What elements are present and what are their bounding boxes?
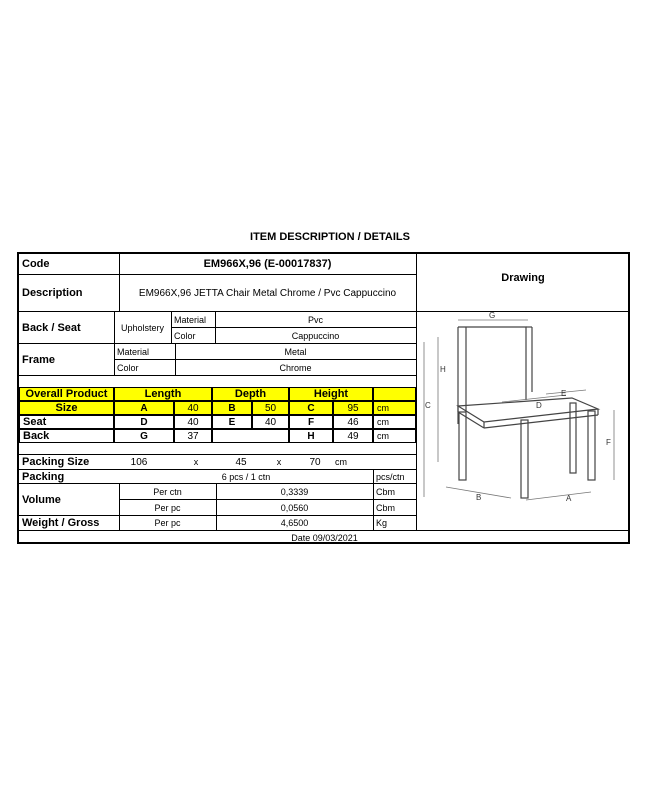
height-header: Height [289,387,373,401]
bs-color-value: Cappuccino [291,330,340,341]
code-value: EM966X,96 (E-00017837) [203,258,332,270]
weight-per-pc-label: Per pc [154,518,181,528]
size-unit: cm [373,401,416,415]
seat-label: Seat [19,415,114,429]
packing-size-unit: cm [335,457,347,467]
volume-label: Volume [22,493,61,506]
frame-label: Frame [22,353,56,366]
size-length-value: 40 [174,401,212,415]
description-label: Description [22,287,83,299]
seat-height-value: 46 [333,415,373,429]
back-height-value: 49 [333,429,373,443]
back-length-value: 37 [174,429,212,443]
dim-label-c: C [425,401,431,410]
size-depth-key: B [212,401,252,415]
back-label: Back [19,429,114,443]
page-title: ITEM DESCRIPTION / DETAILS [250,231,410,243]
weight-label: Weight / Gross [22,517,100,529]
packing-value: 6 pcs / 1 ctn [221,471,271,482]
depth-header: Depth [212,387,289,401]
size-height-key: C [289,401,333,415]
seat-length-value: 40 [174,415,212,429]
back-seat-label: Back / Seat [22,321,81,334]
seat-depth-value: 40 [252,415,289,429]
packing-label: Packing [22,470,65,483]
length-header: Length [114,387,212,401]
seat-depth-key: E [212,415,252,429]
packing-size-label: Packing Size [22,456,90,468]
bs-color-label: Color [174,330,196,341]
seat-height-key: F [289,415,333,429]
overall-product-label: Overall Product [19,387,114,401]
weight-unit: Kg [376,518,388,528]
upholstery-label: Upholstery [120,322,165,333]
date-label: Date 09/03/2021 [291,532,358,543]
frame-color-label: Color [117,362,139,373]
divider [19,375,416,376]
frame-color-value: Chrome [279,362,312,373]
back-depth-empty [212,429,289,443]
bs-material-label: Material [174,314,207,325]
code-label: Code [22,258,50,270]
packing-size-v2: 45 [235,456,247,468]
seat-unit: cm [373,415,416,429]
back-height-key: H [289,429,333,443]
volume-per-ctn-unit: Cbm [376,486,396,497]
divider [114,359,416,360]
back-unit: cm [373,429,416,443]
size-label: Size [19,401,114,415]
description-value: EM966X,96 JETTA Chair Metal Chrome / Pvc Cappuccino [138,287,397,299]
volume-per-pc-label: Per pc [154,502,181,513]
weight-value: 4,6500 [280,518,309,528]
dim-label-d: D [536,401,542,410]
frame-material-value: Metal [284,346,307,357]
size-height-value: 95 [333,401,373,415]
dim-label-g: G [489,311,496,320]
volume-per-ctn-label: Per ctn [153,486,182,497]
dim-label-h: H [440,365,446,374]
back-length-key: G [114,429,174,443]
dim-label-b: B [476,493,482,502]
dim-label-f: F [606,438,611,447]
unit-header [373,387,416,401]
volume-per-pc-value: 0,0560 [280,502,309,513]
packing-size-x1: x [193,457,199,467]
packing-size-x2: x [276,457,282,467]
dim-label-e: E [561,389,567,398]
size-depth-value: 50 [252,401,289,415]
chair-frame [458,327,598,498]
chair-drawing [416,302,628,522]
frame-material-label: Material [117,346,150,357]
size-length-key: A [114,401,174,415]
volume-per-ctn-value: 0,3339 [280,486,309,497]
drawing-label: Drawing [501,272,545,284]
packing-unit: pcs/ctn [376,471,405,482]
bs-material-value: Pvc [307,314,323,325]
seat-length-key: D [114,415,174,429]
dim-label-a: A [566,494,572,503]
divider [171,327,416,328]
packing-size-v1: 106 [130,456,148,468]
packing-size-v3: 70 [309,456,321,468]
volume-per-pc-unit: Cbm [376,502,396,513]
